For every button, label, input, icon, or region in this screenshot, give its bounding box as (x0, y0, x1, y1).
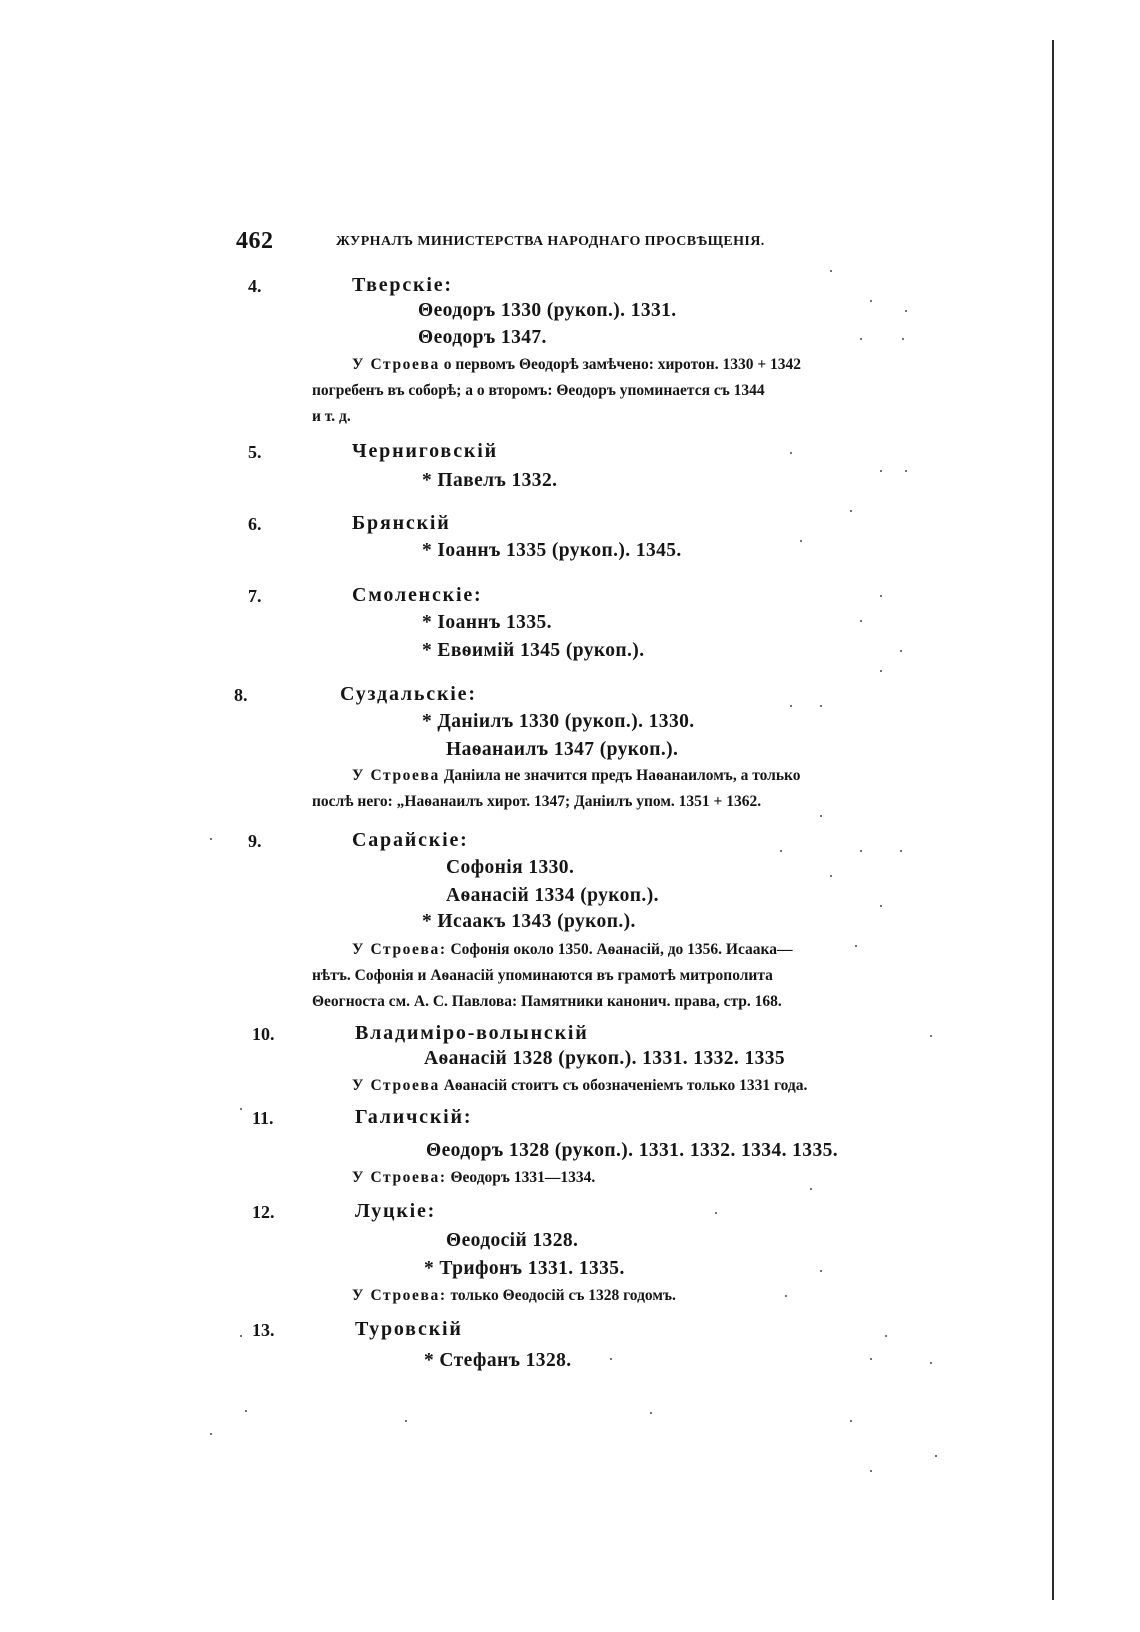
scan-speck (820, 1270, 822, 1272)
footnote-line (312, 963, 938, 989)
scan-speck (880, 470, 882, 472)
footnote-text: Θеодоръ 1331—1334. (450, 1169, 596, 1186)
scan-speck (930, 1362, 932, 1364)
scan-speck (880, 595, 882, 597)
scan-speck (860, 850, 862, 852)
entry-title: Владиміро-волынскій (355, 1022, 589, 1044)
entry-title: Луцкіе: (355, 1200, 437, 1222)
footnote-text: и т. д. (312, 408, 351, 425)
scan-speck (785, 1295, 787, 1297)
scan-speck (880, 670, 882, 672)
scan-speck (650, 1412, 652, 1414)
entry-line: Θеодоръ 1328 (рукоп.). 1331. 1332. 1334. 1335. (426, 1140, 839, 1161)
footnote-text: только Θеодосій съ 1328 годомъ. (450, 1287, 676, 1304)
footnote-line (312, 378, 938, 404)
scan-speck (855, 945, 857, 947)
scan-speck (900, 850, 902, 852)
entry-title: Черниговскій (352, 440, 498, 462)
scan-speck (830, 875, 832, 877)
entry-line: Θеодоръ 1347. (418, 327, 547, 348)
entry-line: * Трифонъ 1331. 1335. (424, 1258, 625, 1279)
footnote-line (312, 404, 938, 430)
footnote-text: Даніила не значится предъ Наѳанаиломъ, а только (443, 767, 801, 784)
scan-speck (245, 1410, 247, 1412)
scan-speck (902, 338, 904, 340)
footnote-text: о первомъ Θеодорѣ замѣчено: хиротон. 1330 + 1342 (443, 356, 802, 373)
scan-speck (210, 1433, 212, 1435)
scan-speck (790, 705, 792, 707)
scan-speck (905, 470, 907, 472)
scan-speck (885, 1335, 887, 1337)
footnote (312, 937, 938, 1015)
entry-line: Θеодоръ 1330 (рукоп.). 1331. (418, 300, 677, 321)
entry-title: Туровскій (355, 1318, 463, 1340)
footnote-text: Θеогноста см. А. С. Павлова: Памятники канонич. права, стр. 168. (312, 993, 782, 1010)
scan-speck (880, 905, 882, 907)
entry-number: 13. (252, 1320, 275, 1340)
scan-speck (860, 338, 862, 340)
footnote (312, 763, 938, 815)
scan-speck (800, 540, 802, 542)
scan-speck (860, 620, 862, 622)
footnote-line (312, 789, 938, 815)
page-edge-line (1052, 40, 1054, 1600)
entry-line: Аѳанасій 1334 (рукоп.). (446, 885, 659, 906)
entry-line: * Евѳимій 1345 (рукоп.). (422, 640, 645, 661)
entry-line: Наѳанаилъ 1347 (рукоп.). (446, 739, 679, 760)
scan-speck (820, 705, 822, 707)
entry-number: 9. (248, 831, 262, 851)
footnote-line (312, 352, 938, 378)
entry-title: Суздальскіе: (340, 683, 477, 705)
scan-speck (790, 452, 792, 454)
footnote-line (312, 937, 938, 963)
footnote-line (312, 989, 938, 1015)
scan-speck (870, 300, 872, 302)
entry-number: 11. (252, 1108, 274, 1128)
footnote-text: погребенъ въ соборѣ; а о второмъ: Θеодоръ упоминается съ 1344 (312, 382, 765, 399)
scan-speck (870, 1358, 872, 1360)
scan-speck (935, 1455, 937, 1457)
entry-number: 5. (248, 442, 262, 462)
scan-speck (240, 1335, 242, 1337)
scan-speck (830, 270, 832, 272)
footnote-lead: У Строева (352, 356, 440, 373)
footnote-lead: У Строева: (352, 941, 447, 958)
footnote-line (312, 1073, 938, 1099)
scan-speck (850, 1420, 852, 1422)
entry-title: Брянскій (352, 512, 451, 534)
footnote (312, 1283, 938, 1309)
entry-line: * Іоаннъ 1335. (422, 612, 552, 633)
scan-speck (905, 310, 907, 312)
entry-number: 4. (248, 276, 262, 296)
footnote-text: послѣ него: „Наѳанаилъ хирот. 1347; Даніилъ упом. 1351 + 1362. (312, 793, 762, 810)
entry-number: 12. (252, 1202, 275, 1222)
entry-number: 8. (234, 685, 248, 705)
running-title: ЖУРНАЛЪ МИНИСТЕРСТВА НАРОДНАГО ПРОСВѢЩЕНІЯ. (336, 234, 765, 249)
footnote-text: Софонія около 1350. Аѳанасій, до 1356. Исаака— (450, 941, 793, 958)
footnote (312, 1165, 938, 1191)
scan-speck (810, 1188, 812, 1190)
scan-speck (900, 650, 902, 652)
entry-number: 7. (248, 586, 262, 606)
scan-speck (405, 1420, 407, 1422)
scan-speck (850, 510, 852, 512)
footnote (312, 1073, 938, 1099)
entry-number: 6. (248, 514, 262, 534)
entry-title: Тверскіе: (352, 274, 453, 296)
entry-title: Смоленскіе: (352, 584, 483, 606)
scan-speck (780, 850, 782, 852)
page-number: 462 (236, 228, 274, 254)
footnote-lead: У Строева (352, 767, 440, 784)
entry-line: * Стефанъ 1328. (424, 1350, 572, 1371)
footnote-lead: У Строева (352, 1077, 440, 1094)
scan-speck (610, 1358, 612, 1360)
scan-speck (820, 815, 822, 817)
entry-line: Аѳанасій 1328 (рукоп.). 1331. 1332. 1335 (424, 1048, 786, 1069)
scan-speck (210, 838, 212, 840)
footnote (312, 352, 938, 430)
entry-number: 10. (252, 1024, 275, 1044)
scan-speck (870, 1470, 872, 1472)
entry-line: * Исаакъ 1343 (рукоп.). (422, 911, 636, 932)
entry-line: * Павелъ 1332. (422, 470, 558, 491)
footnote-text: Аѳанасій стоитъ съ обозначеніемъ только 1331 года. (443, 1077, 808, 1094)
footnote-line (312, 1283, 938, 1309)
footnote-lead: У Строева: (352, 1169, 447, 1186)
entry-line: Софонія 1330. (446, 857, 575, 878)
entry-line: * Даніилъ 1330 (рукоп.). 1330. (422, 711, 695, 732)
entry-line: * Іоаннъ 1335 (рукоп.). 1345. (422, 540, 682, 561)
footnote-text: нѣтъ. Софонія и Аѳанасій упоминаются въ грамотѣ митрополита (312, 967, 773, 984)
scan-speck (240, 1108, 242, 1110)
entry-line: Θеодосій 1328. (446, 1230, 579, 1251)
footnote-line (312, 763, 938, 789)
entry-title: Сарайскіе: (352, 829, 469, 851)
footnote-line (312, 1165, 938, 1191)
scan-speck (715, 1212, 717, 1214)
scan-speck (930, 1035, 932, 1037)
entry-title: Галичскій: (355, 1106, 473, 1128)
footnote-lead: У Строева: (352, 1287, 447, 1304)
